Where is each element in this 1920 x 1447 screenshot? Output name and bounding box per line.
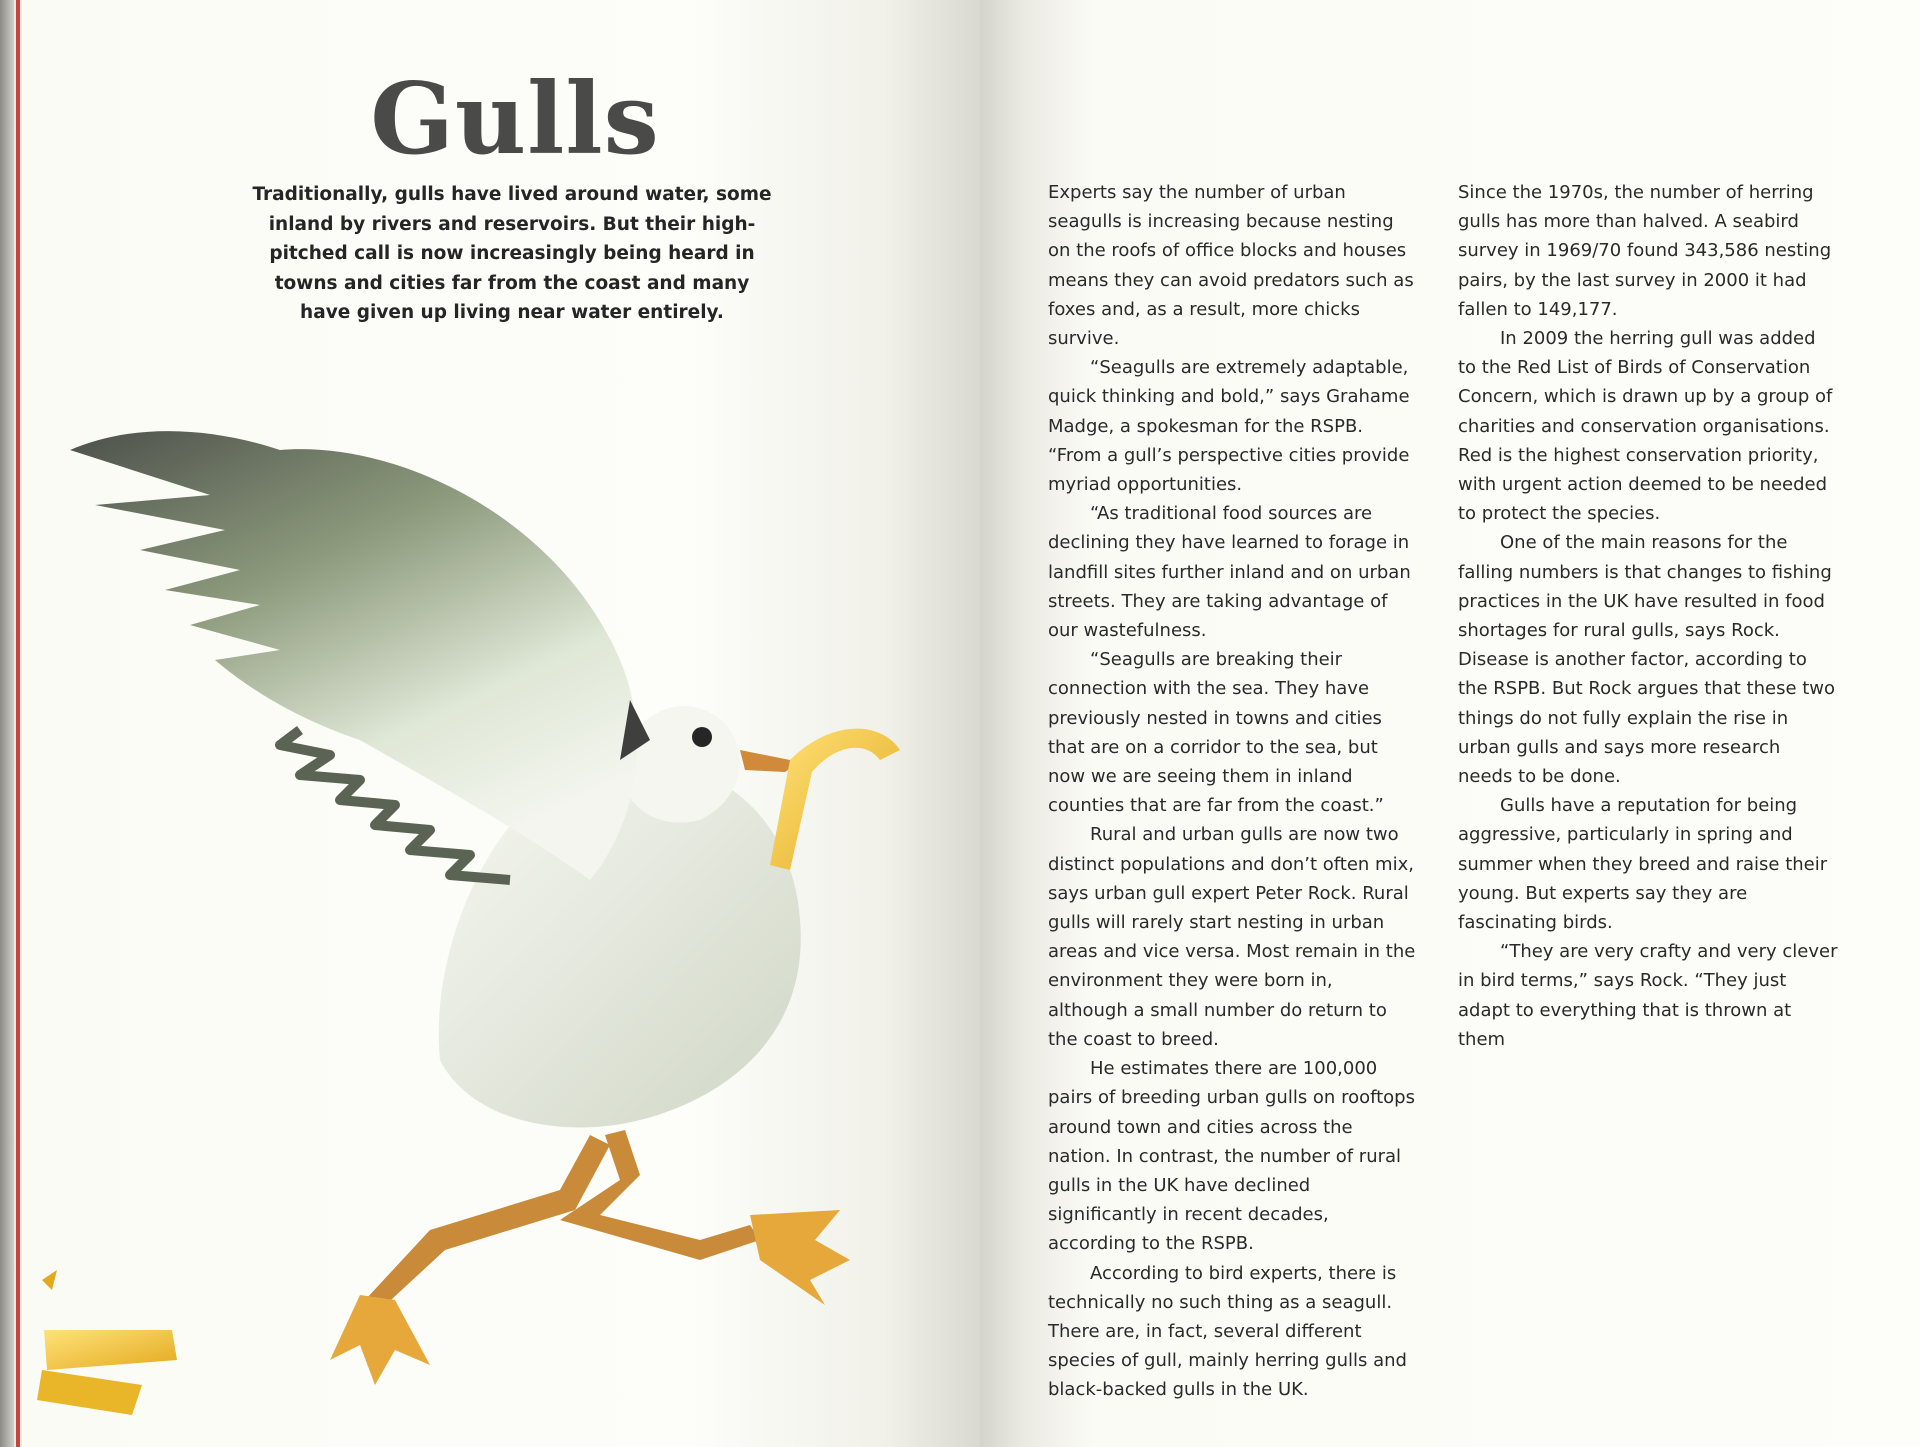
text-column-2	[1458, 178, 1838, 1054]
paragraph: “Seagulls are extremely adaptable, quick thinking and bold,” says Grahame Madge, a spokesman for the RSPB. “From a gull’s perspective cities provide myriad opportunities.	[1048, 357, 1410, 496]
gull-eye	[692, 727, 712, 747]
gull-wing	[70, 431, 637, 880]
gull-foot-right	[750, 1210, 850, 1305]
paragraph: According to bird experts, there is technically no such thing as a seagull. There are, in fact, several different species of gull, mainly herring gulls and black-backed gulls in the UK.	[1048, 1262, 1407, 1401]
paragraph: He estimates there are 100,000 pairs of breeding urban gulls on rooftops around town and cities across the nation. In contrast, the number of rural gulls in the UK have declined significantly in recent decades, according to the RSPB.	[1048, 1058, 1415, 1255]
chip-in-beak	[770, 729, 900, 870]
chips-illustration	[22, 1220, 222, 1447]
paragraph: “They are very crafty and very clever in bird terms,” says Rock. “They just adapt to everything that is thrown at them	[1458, 941, 1838, 1050]
article-title: Gulls	[370, 62, 660, 177]
paragraph: “Seagulls are breaking their connection with the sea. They have previously nested in towns and cities that are on a corridor to the sea, but now we are seeing them in inland counties that are far from the coast.”	[1048, 649, 1384, 817]
paragraph: Experts say the number of urban seagulls is increasing because nesting on the roofs of office blocks and houses means they can avoid predators such as foxes and, as a result, more chicks survive.	[1048, 182, 1414, 350]
paragraph: Rural and urban gulls are now two distinct populations and don’t often mix, says urban gull expert Peter Rock. Rural gulls will rarely start nesting in urban areas and vice versa. Most remain in the environment they were born in, although a small number do return to the coast to breed.	[1048, 824, 1416, 1050]
paragraph: One of the main reasons for the falling numbers is that changes to fishing practices in the UK have resulted in food shortages for rural gulls, says Rock. Disease is another factor, according to the RSPB. But Rock argues that these two things do not fully explain the rise in urban gulls and says more research needs to be done.	[1458, 532, 1836, 788]
paragraph: Gulls have a reputation for being aggressive, particularly in spring and summer when they breed and raise their young. But experts say they are fascinating birds.	[1458, 795, 1828, 934]
text-column-1	[1048, 178, 1418, 1405]
paragraph: Since the 1970s, the number of herring gulls has more than halved. A seabird survey in 1969/70 found 343,586 nesting pairs, by the last survey in 2000 it had fallen to 149,177.	[1458, 182, 1832, 320]
paragraph: “As traditional food sources are declining they have learned to forage in landfill sites further inland and on urban streets. They are taking advantage of our wastefulness.	[1048, 503, 1411, 642]
paragraph: In 2009 the herring gull was added to the Red List of Birds of Conservation Concern, which is drawn up by a group of charities and conservation organisations. Red is the highest conservation priority, with urgent action deemed to be needed to protect the species.	[1458, 328, 1833, 525]
gull-foot-left	[330, 1295, 430, 1385]
article-intro: Traditionally, gulls have lived around water, some inland by rivers and reservoirs. But their high-pitched call is now increasingly being heard in towns and cities far from the coast and many have given up living near water entirely.	[252, 184, 772, 323]
